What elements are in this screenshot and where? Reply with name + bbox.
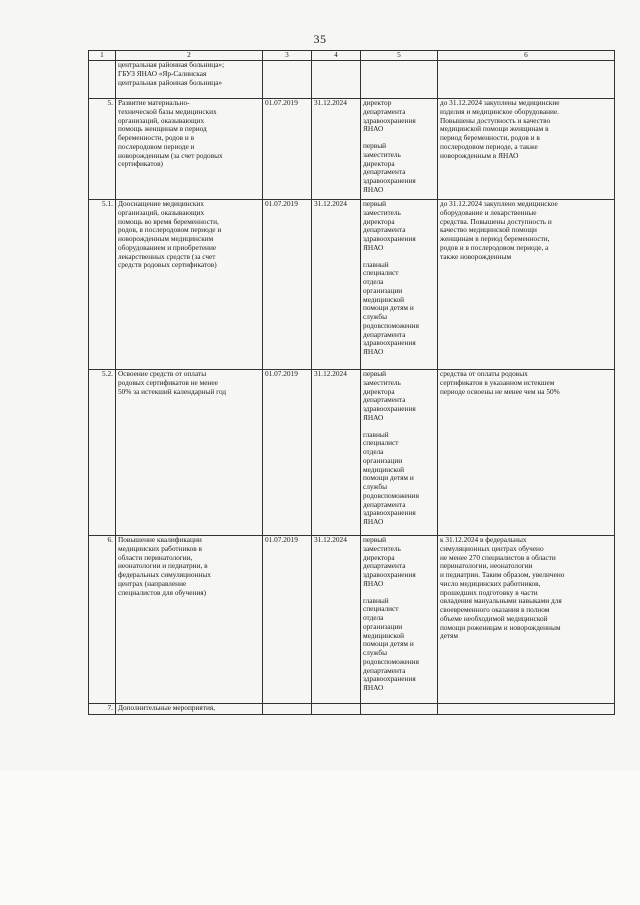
- activity-cell: Освоение средств от оплаты родовых сертификатов не менее 50% за истекший календарный год: [116, 370, 263, 536]
- responsible-cell: первый заместитель директора департамента здравоохранения ЯНАО главный специалист отдела организации медицинской помощи детям и службы родовспоможения департамента здравоохранения ЯНАО: [361, 370, 438, 536]
- table-row: [89, 704, 615, 715]
- row-number: 5.: [89, 99, 116, 200]
- end-date: 31.12.2024: [312, 200, 361, 370]
- start-date: 01.07.2019: [263, 536, 312, 704]
- result-cell: до 31.12.2024 закуплено медицинское оборудование и лекарственные средства. Повышены доступность и качество медицинской помощи женщинам в период беременности, родов и в послеродовом периоде, а также новорожденным: [438, 200, 615, 370]
- result-cell: средства от оплаты родовых сертификатов в указанном истекшем периоде освоены не менее чем на 50%: [438, 370, 615, 536]
- start-date: 01.07.2019: [263, 370, 312, 536]
- activity-cell: центральная районная больница»; ГБУЗ ЯНАО «Яр-Салинская центральная районная больница»: [116, 61, 263, 99]
- page-number: 35: [313, 32, 327, 46]
- start-date: 01.07.2019: [263, 99, 312, 200]
- column-header: 2: [116, 51, 263, 61]
- result-cell: [438, 704, 615, 715]
- start-date: 01.07.2019: [263, 200, 312, 370]
- activity-cell: Дооснащение медицинских организаций, оказывающих помощь во время беременности, родов, в послеродовом периоде и новорожденным медицинским оборудованием и приобретение лекарственных средств (за счет средств родовых сертификатов): [116, 200, 263, 370]
- column-header: 5: [361, 51, 438, 61]
- table-row: [89, 370, 615, 536]
- row-number: 6.: [89, 536, 116, 704]
- activities-table: [88, 50, 615, 715]
- end-date: 31.12.2024: [312, 370, 361, 536]
- responsible-cell: [361, 704, 438, 715]
- result-cell: до 31.12.2024 закуплены медицинские изделия и медицинское оборудование. Повышены доступность и качество медицинской помощи женщинам в период беременности, родов и в послеродовом периоде, а также новорожденным в ЯНАО: [438, 99, 615, 200]
- end-date: [312, 704, 361, 715]
- table-row: [89, 536, 615, 704]
- result-cell: к 31.12.2024 в федеральных симуляционных центрах обучено не менее 270 специалистов в области перинатологии, неонатологии и педиатрии. Таким образом, увеличено число медицинских работников, прошедших подготовку в части овладения мануальными навыками для своевременного оказания в полном объеме необходимой медицинской помощи роженицам и новорожденным детям: [438, 536, 615, 704]
- responsible-cell: первый заместитель директора департамента здравоохранения ЯНАО главный специалист отдела организации медицинской помощи детям и службы родовспоможения департамента здравоохранения ЯНАО: [361, 200, 438, 370]
- start-date: [263, 704, 312, 715]
- end-date: 31.12.2024: [312, 536, 361, 704]
- activity-cell: Повышение квалификации медицинских работников в области перинатологии, неонатологии и педиатрии, в федеральных симуляционных центрах (направление специалистов для обучения): [116, 536, 263, 704]
- column-header: 4: [312, 51, 361, 61]
- row-number: 7.: [89, 704, 116, 715]
- responsible-cell: директор департамента здравоохранения ЯНАО первый заместитель директора департамента здравоохранения ЯНАО: [361, 99, 438, 200]
- responsible-cell: первый заместитель директора департамента здравоохранения ЯНАО главный специалист отдела организации медицинской помощи детям и службы родовспоможения департамента здравоохранения ЯНАО: [361, 536, 438, 704]
- column-header: 3: [263, 51, 312, 61]
- column-header: 1: [89, 51, 116, 61]
- end-date: 31.12.2024: [312, 99, 361, 200]
- activity-cell: Дополнительные мероприятия,: [116, 704, 263, 715]
- table-row: [89, 99, 615, 200]
- table-header-row: [89, 51, 615, 61]
- table-row: [89, 200, 615, 370]
- row-number: 5.1.: [89, 200, 116, 370]
- activity-cell: Развитие материально- технической базы медицинских организаций, оказывающих помощь женщинам в период беременности, родов и в послеродовом периоде и новорожденным (за счет родовых сертификатов): [116, 99, 263, 200]
- row-number: 5.2.: [89, 370, 116, 536]
- table-row-continuation: [89, 61, 615, 99]
- column-header: 6: [438, 51, 615, 61]
